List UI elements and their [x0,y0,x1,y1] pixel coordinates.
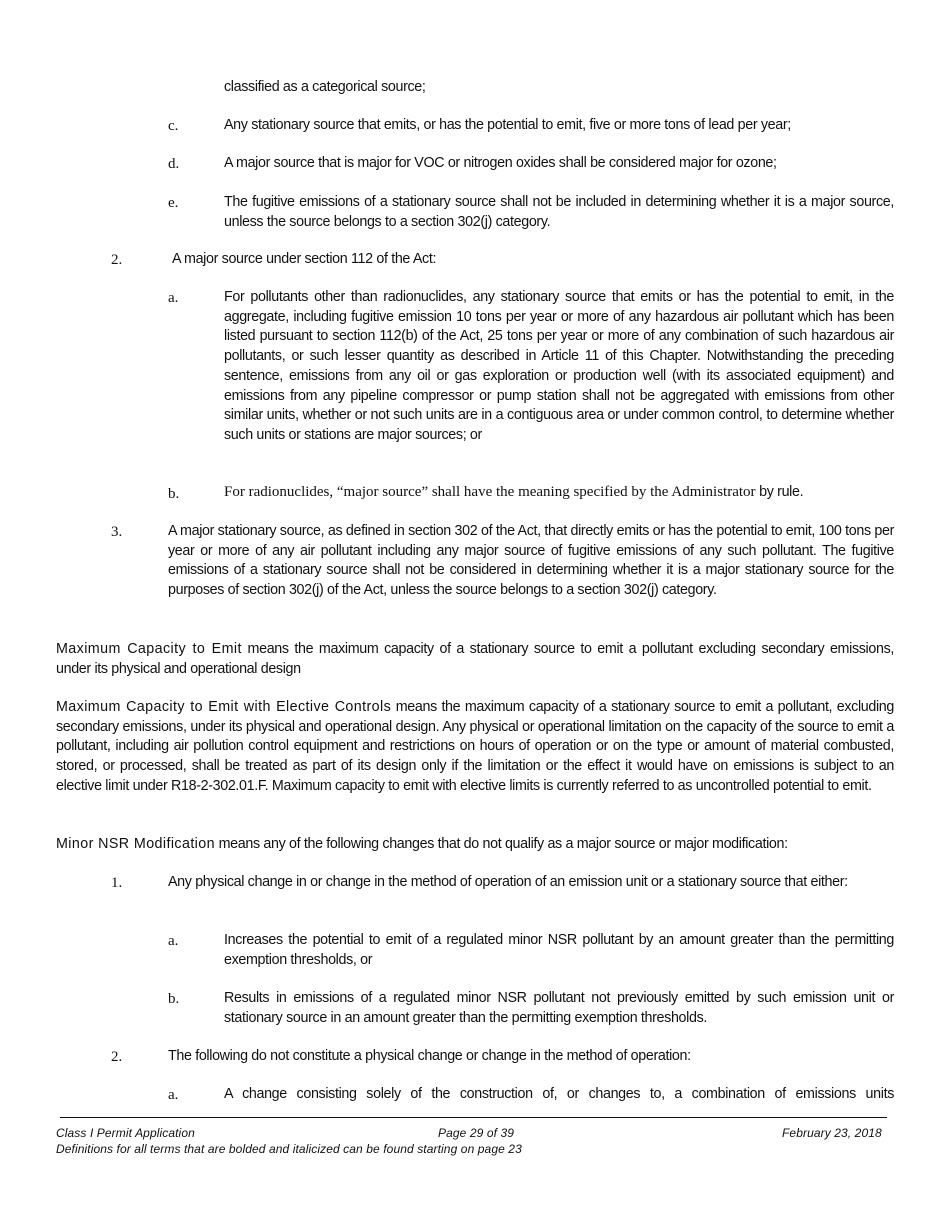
footer-page-number: Page 29 of 39 [438,1126,515,1140]
list-marker: b. [168,486,180,502]
list-item: Any stationary source that emits, or has the potential to emit, five or more tons of lead per year; [224,117,791,133]
list-marker: d. [168,156,180,172]
list-item [224,483,904,503]
list-item: Results in emissions of a regulated minor NSR pollutant not previously emitted by such emission unit or stationary source in an amount greater than the permitting exemption thresholds. [224,990,894,1026]
definition-paragraph [56,640,894,679]
list-item: The following do not constitute a physical change or change in the method of operation: [168,1048,691,1064]
list-marker: b. [168,991,180,1007]
list-marker: 2. [111,1049,123,1065]
list-marker: e. [168,195,179,211]
definition-paragraph [56,698,894,797]
list-item: A major source that is major for VOC or nitrogen oxides shall be considered major for ozone; [224,155,777,171]
list-item: A major stationary source, as defined in section 302 of the Act, that directly emits or has the potential to emit, 100 tons per year or more of any air pollutant including any major source of fugitive emissions of any such pollutant. The fugitive emissions of a stationary source shall not be considered in determining whether it is a major stationary source for the purposes of section 302(j) of the Act, unless the source belongs to a section 302(j) category. [168,523,894,599]
list-marker: 1. [111,875,123,891]
list-item: The fugitive emissions of a stationary source shall not be included in determining whether it is a major source, unless the source belongs to a section 302(j) category. [224,194,894,230]
definition-text: means the maximum capacity of a stationary source to emit a pollutant, excluding secondary emissions, under its physical and operational design. Any physical or operational limitation on the capacity of the source to emit a pollutant, including air pollution control equipment and restrictions on hours of operation or on the type or amount of material combusted, stored, or processed, shall be treated as part of its design only if the limitation or the effect it would have on emissions is subject to an elective limit under R18-2-302.01.F. Maximum capacity to emit with elective limits is currently referred to as uncontrolled potential to emit. [56,699,895,794]
definition-paragraph [56,835,896,855]
definition-text: means the maximum capacity of a stationary source to emit a pollutant excluding secondary emissions, under its physical and operational design [56,641,894,677]
definition-text: means any of the following changes that do not qualify as a major source or major modification: [214,836,788,852]
definition-term: Maximum Capacity to Emit [56,641,242,657]
list-item: For pollutants other than radionuclides, any stationary source that emits or has the potential to emit, in the aggregate, including fugitive emission 10 tons per year or more of any hazardous air pollutant which has been listed pursuant to section 112(b) of the Act, 25 tons per year or more of any combination of such hazardous air pollutants, or such lesser quantity as described in Article 11 of this Chapter. Notwithstanding the preceding sentence, emissions from any oil or gas exploration or production well (with its associated equipment) and emissions from any pipeline compressor or pump station shall not be aggregated with emissions from other similar units, whether or not such units are in a contiguous area or under common control, to determine whether such units or stations are major sources; or [224,289,894,443]
list-marker: 3. [111,524,123,540]
list-marker: a. [168,290,179,306]
footer-date: February 23, 2018 [782,1126,882,1140]
list-marker: a. [168,1087,179,1103]
footer-note: Definitions for all terms that are bolded and italicized can be found starting on page 23 [56,1142,522,1156]
tail-text: by rule. [755,484,804,500]
continuation-text: classified as a categorical source; [224,79,426,95]
serif-text: For radionuclides, “major source” shall have the meaning specified by the Administrator [224,484,756,500]
footer-rule [60,1117,887,1118]
list-item: A major source under section 112 of the Act: [172,251,437,267]
list-item: Increases the potential to emit of a regulated minor NSR pollutant by an amount greater than the permitting exemption thresholds, or [224,932,894,968]
list-marker: a. [168,933,179,949]
list-marker: 2. [111,252,123,268]
list-item: Any physical change in or change in the method of operation of an emission unit or a stationary source that either: [168,874,848,890]
list-item: A change consisting solely of the construction of, or changes to, a combination of emissions units [224,1086,894,1102]
footer-left: Class I Permit Application [56,1126,195,1140]
list-marker: c. [168,118,179,134]
definition-term: Maximum Capacity to Emit with Elective Controls [56,699,392,715]
definition-term: Minor NSR Modification [56,836,215,852]
